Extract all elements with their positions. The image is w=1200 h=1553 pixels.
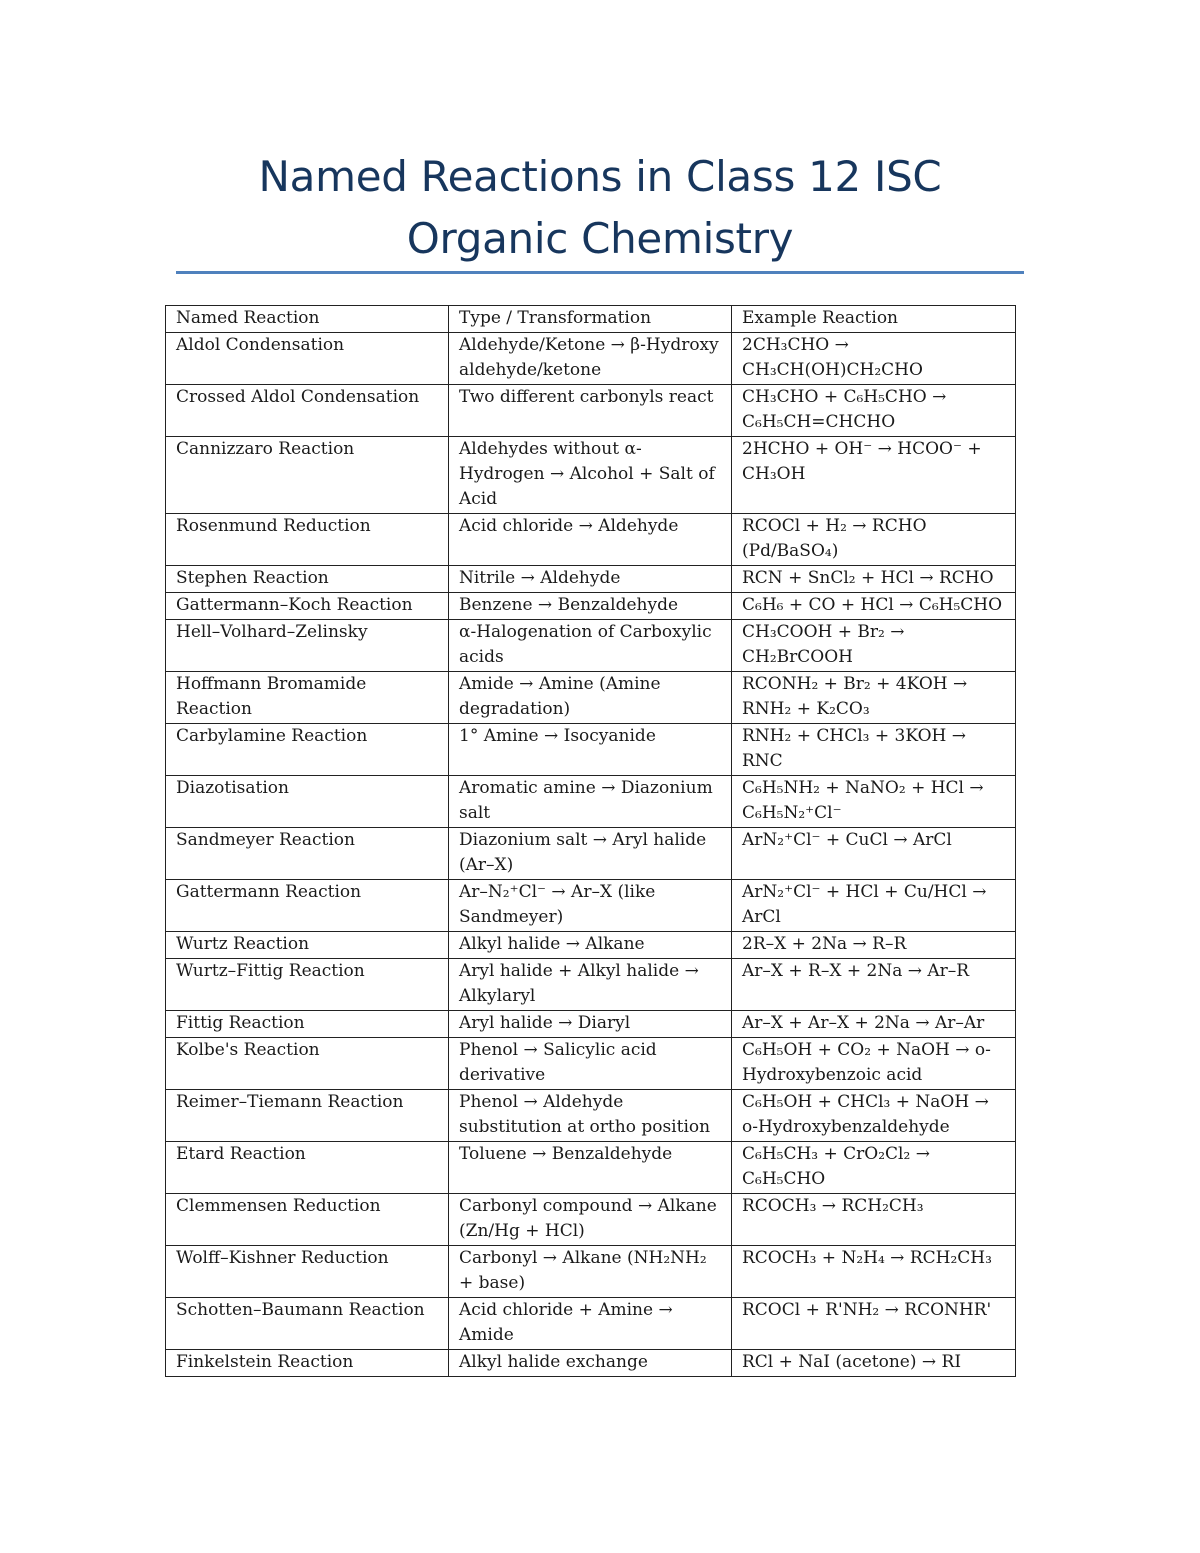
- cell-example-reaction: Ar–X + R–X + 2Na → Ar–R: [732, 959, 1016, 1011]
- cell-example-reaction: C₆H₅CH₃ + CrO₂Cl₂ → C₆H₅CHO: [732, 1142, 1016, 1194]
- cell-named-reaction: Hoffmann Bromamide Reaction: [166, 672, 449, 724]
- cell-type-transformation: Ar–N₂⁺Cl⁻ → Ar–X (like Sandmeyer): [449, 880, 732, 932]
- cell-type-transformation: Carbonyl compound → Alkane (Zn/Hg + HCl): [449, 1194, 732, 1246]
- table-row: [166, 672, 1016, 724]
- cell-example-reaction: RCOCl + H₂ → RCHO (Pd/BaSO₄): [732, 514, 1016, 566]
- title-line-1: Named Reactions in Class 12 ISC: [258, 152, 942, 201]
- cell-named-reaction: Sandmeyer Reaction: [166, 828, 449, 880]
- cell-type-transformation: Aryl halide + Alkyl halide → Alkylaryl: [449, 959, 732, 1011]
- table-row: [166, 1194, 1016, 1246]
- cell-example-reaction: RCl + NaI (acetone) → RI: [732, 1350, 1016, 1377]
- table-row: [166, 1350, 1016, 1377]
- cell-named-reaction: Kolbe's Reaction: [166, 1038, 449, 1090]
- cell-type-transformation: Aryl halide → Diaryl: [449, 1011, 732, 1038]
- cell-named-reaction: Aldol Condensation: [166, 333, 449, 385]
- cell-type-transformation: Two different carbonyls react: [449, 385, 732, 437]
- page-title: [176, 146, 1024, 270]
- cell-type-transformation: 1° Amine → Isocyanide: [449, 724, 732, 776]
- title-line-2: Organic Chemistry: [406, 214, 794, 263]
- cell-type-transformation: Aldehydes without α-Hydrogen → Alcohol + Salt of Acid: [449, 437, 732, 514]
- cell-type-transformation: Phenol → Salicylic acid derivative: [449, 1038, 732, 1090]
- table-row: [166, 593, 1016, 620]
- cell-named-reaction: Finkelstein Reaction: [166, 1350, 449, 1377]
- cell-type-transformation: Alkyl halide exchange: [449, 1350, 732, 1377]
- table-row: [166, 1142, 1016, 1194]
- cell-type-transformation: Carbonyl → Alkane (NH₂NH₂ + base): [449, 1246, 732, 1298]
- cell-named-reaction: Schotten–Baumann Reaction: [166, 1298, 449, 1350]
- table-row: [166, 620, 1016, 672]
- cell-named-reaction: Crossed Aldol Condensation: [166, 385, 449, 437]
- table-row: [166, 959, 1016, 1011]
- cell-named-reaction: Cannizzaro Reaction: [166, 437, 449, 514]
- table-row: [166, 1011, 1016, 1038]
- cell-type-transformation: Toluene → Benzaldehyde: [449, 1142, 732, 1194]
- table-row: [166, 828, 1016, 880]
- cell-type-transformation: Benzene → Benzaldehyde: [449, 593, 732, 620]
- cell-named-reaction: Rosenmund Reduction: [166, 514, 449, 566]
- table-row: [166, 1038, 1016, 1090]
- cell-named-reaction: Wurtz Reaction: [166, 932, 449, 959]
- table-row: [166, 1090, 1016, 1142]
- cell-type-transformation: Aldehyde/Ketone → β-Hydroxy aldehyde/ketone: [449, 333, 732, 385]
- cell-named-reaction: Stephen Reaction: [166, 566, 449, 593]
- cell-named-reaction: Reimer–Tiemann Reaction: [166, 1090, 449, 1142]
- cell-type-transformation: Acid chloride → Aldehyde: [449, 514, 732, 566]
- cell-example-reaction: C₆H₅OH + CO₂ + NaOH → o-Hydroxybenzoic acid: [732, 1038, 1016, 1090]
- cell-example-reaction: C₆H₅OH + CHCl₃ + NaOH → o-Hydroxybenzaldehyde: [732, 1090, 1016, 1142]
- cell-named-reaction: Diazotisation: [166, 776, 449, 828]
- table-row: [166, 932, 1016, 959]
- table-row: [166, 333, 1016, 385]
- table-row: [166, 566, 1016, 593]
- cell-named-reaction: Gattermann–Koch Reaction: [166, 593, 449, 620]
- cell-named-reaction: Gattermann Reaction: [166, 880, 449, 932]
- cell-example-reaction: CH₃COOH + Br₂ → CH₂BrCOOH: [732, 620, 1016, 672]
- table-header-row: [166, 306, 1016, 333]
- cell-example-reaction: C₆H₅NH₂ + NaNO₂ + HCl → C₆H₅N₂⁺Cl⁻: [732, 776, 1016, 828]
- table-row: [166, 1298, 1016, 1350]
- cell-named-reaction: Fittig Reaction: [166, 1011, 449, 1038]
- cell-type-transformation: Aromatic amine → Diazonium salt: [449, 776, 732, 828]
- cell-example-reaction: 2CH₃CHO → CH₃CH(OH)CH₂CHO: [732, 333, 1016, 385]
- cell-named-reaction: Carbylamine Reaction: [166, 724, 449, 776]
- cell-named-reaction: Clemmensen Reduction: [166, 1194, 449, 1246]
- cell-example-reaction: 2R–X + 2Na → R–R: [732, 932, 1016, 959]
- table-row: [166, 724, 1016, 776]
- cell-type-transformation: Acid chloride + Amine → Amide: [449, 1298, 732, 1350]
- cell-example-reaction: 2HCHO + OH⁻ → HCOO⁻ + CH₃OH: [732, 437, 1016, 514]
- cell-type-transformation: Alkyl halide → Alkane: [449, 932, 732, 959]
- cell-type-transformation: Nitrile → Aldehyde: [449, 566, 732, 593]
- cell-type-transformation: Amide → Amine (Amine degradation): [449, 672, 732, 724]
- cell-type-transformation: α-Halogenation of Carboxylic acids: [449, 620, 732, 672]
- table-row: [166, 437, 1016, 514]
- title-underline: [176, 271, 1024, 274]
- cell-example-reaction: RCOCH₃ + N₂H₄ → RCH₂CH₃: [732, 1246, 1016, 1298]
- cell-example-reaction: C₆H₆ + CO + HCl → C₆H₅CHO: [732, 593, 1016, 620]
- table-row: [166, 776, 1016, 828]
- cell-named-reaction: Etard Reaction: [166, 1142, 449, 1194]
- table-row: [166, 514, 1016, 566]
- table-body: [166, 333, 1016, 1377]
- cell-type-transformation: Phenol → Aldehyde substitution at ortho position: [449, 1090, 732, 1142]
- cell-example-reaction: ArN₂⁺Cl⁻ + HCl + Cu/HCl → ArCl: [732, 880, 1016, 932]
- cell-example-reaction: RNH₂ + CHCl₃ + 3KOH → RNC: [732, 724, 1016, 776]
- column-header-example-reaction: Example Reaction: [732, 306, 1016, 333]
- table-row: [166, 1246, 1016, 1298]
- cell-example-reaction: CH₃CHO + C₆H₅CHO → C₆H₅CH=CHCHO: [732, 385, 1016, 437]
- table-row: [166, 880, 1016, 932]
- table-row: [166, 385, 1016, 437]
- cell-example-reaction: RCN + SnCl₂ + HCl → RCHO: [732, 566, 1016, 593]
- cell-example-reaction: ArN₂⁺Cl⁻ + CuCl → ArCl: [732, 828, 1016, 880]
- cell-example-reaction: RCOCl + R'NH₂ → RCONHR': [732, 1298, 1016, 1350]
- column-header-named-reaction: Named Reaction: [166, 306, 449, 333]
- cell-named-reaction: Hell–Volhard–Zelinsky: [166, 620, 449, 672]
- column-header-type-transformation: Type / Transformation: [449, 306, 732, 333]
- cell-named-reaction: Wurtz–Fittig Reaction: [166, 959, 449, 1011]
- named-reactions-table: [165, 305, 1016, 1377]
- cell-type-transformation: Diazonium salt → Aryl halide (Ar–X): [449, 828, 732, 880]
- cell-example-reaction: RCOCH₃ → RCH₂CH₃: [732, 1194, 1016, 1246]
- cell-example-reaction: Ar–X + Ar–X + 2Na → Ar–Ar: [732, 1011, 1016, 1038]
- cell-named-reaction: Wolff–Kishner Reduction: [166, 1246, 449, 1298]
- cell-example-reaction: RCONH₂ + Br₂ + 4KOH → RNH₂ + K₂CO₃: [732, 672, 1016, 724]
